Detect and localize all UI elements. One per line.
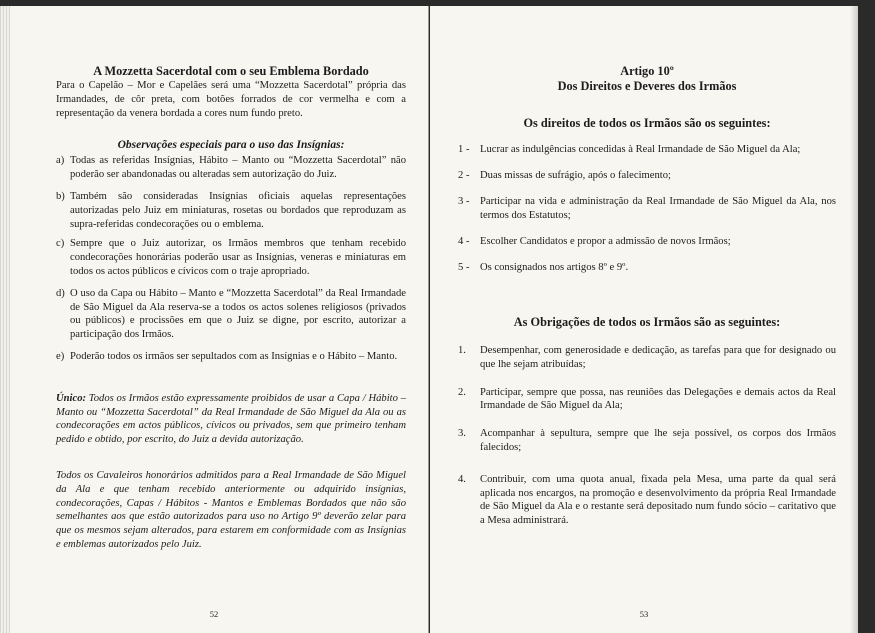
right-item-5 <box>458 261 836 275</box>
right-item-1 <box>458 143 836 157</box>
obligation-text: Participar, sempre que possa, nas reuniões das Delegações e demais actos da Real Irmandade de São Miguel da Ala; <box>480 386 836 412</box>
article-title: Artigo 10º <box>620 64 674 78</box>
observation-marker: d) <box>56 287 65 299</box>
obligation-marker: 1. <box>458 345 466 356</box>
mozzetta-intro: Para o Capelão – Mor e Capelães será uma “Mozzetta Sacerdotal” própria das Irmandades, de côr preta, com botões forrados de cor vermelha e com a representação da venera bordada a cores num fundo preto. <box>56 80 406 119</box>
obligation-marker: 4. <box>458 473 466 485</box>
rights-title: Os direitos de todos os Irmãos são os seguintes: <box>523 116 771 130</box>
observation-marker: e) <box>56 350 65 362</box>
right-item-4 <box>458 235 836 249</box>
right-text: Participar na vida e administração da Real Irmandade de São Miguel da Ala, nos termos dos Estatutos; <box>480 196 836 221</box>
rights-list <box>458 143 836 275</box>
obligations-list <box>458 344 836 528</box>
observation-item-b <box>56 190 406 231</box>
obligation-text: Desempenhar, com generosidade e dedicação, as tarefas para que for designado ou que lhe sejam atribuídas; <box>480 345 836 370</box>
page-number-left: 52 <box>209 609 219 619</box>
observation-item-c <box>56 237 406 278</box>
right-page <box>430 6 858 633</box>
observation-text: Poderão todos os irmãos ser sepultados com as Insígnias e o Hábito – Manto. <box>70 350 398 362</box>
right-item-3 <box>458 195 836 223</box>
obligation-text: Contribuir, com uma quota anual, fixada pela Mesa, uma parte da qual será aplicada nos encargos, na promoção e desenvolvimento da própria Real Irmandade de São Miguel da Ala e o restante será depositado num fundo sócio – caritativo que a Mesa administrará. <box>480 473 836 527</box>
observation-item-d <box>56 287 406 342</box>
right-marker: 5 - <box>458 262 470 273</box>
observation-text: O uso da Capa ou Hábito – Manto e “Mozzetta Sacerdotal” da Real Irmandade de São Miguel da Ala reserva-se a todos os actos solenes religiosos (privados ou públicos) e procissões em que o Juiz se digne, por escrito, autorizar a participação dos Irmãos. <box>70 287 406 341</box>
left-page <box>0 6 429 633</box>
observation-item-a <box>56 154 406 182</box>
observation-text: Todas as referidas Insígnias, Hábito – Manto ou “Mozzetta Sacerdotal” não poderão ser abandonadas ou alteradas sem autorização do Juiz. <box>70 155 406 181</box>
observation-marker: c) <box>56 238 65 250</box>
right-marker: 3 - <box>458 196 470 207</box>
obligation-item-4 <box>458 473 836 528</box>
obligation-marker: 3. <box>458 428 466 440</box>
observation-text: Sempre que o Juiz autorizar, os Irmãos membros que tenham recebido condecorações honorárias poderão usar as Insígnias, veneras e miniaturas em todos os actos públicos e cívicos com o traje apropriado. <box>70 238 406 277</box>
right-text: Escolher Candidatos e propor a admissão de novos Irmãos; <box>480 236 731 247</box>
right-page-content <box>458 64 836 528</box>
observation-item-e <box>56 350 406 364</box>
obligation-marker: 2. <box>458 386 466 398</box>
obligation-item-2 <box>458 386 836 414</box>
page-number-right: 53 <box>639 609 649 619</box>
unico-text: Todos os Irmãos estão expressamente proibidos de usar a Capa / Hábito – Manto ou “Mozzetta Sacerdotal” da Real Irmandade de São Miguel da Ala ou as condecorações em actos públicos, cívicos ou privados, sem que primeiro tenham pedido e obtido, por escrito, do Juiz a devida autorização. <box>56 392 406 446</box>
unico-label: Único: <box>56 392 87 404</box>
obligation-item-3 <box>458 427 836 455</box>
observation-text: Também são consideradas Insígnias oficiais aquelas representações autorizadas pelo Juiz em miniaturas, rosetas ou bordados que reproduzam as supra-referidas condecorações ou o emblema. <box>70 190 406 230</box>
article-subtitle: Dos Direitos e Deveres dos Irmãos <box>557 79 737 93</box>
right-text: Lucrar as indulgências concedidas à Real Irmandade de São Miguel da Ala; <box>480 144 801 155</box>
obligation-item-1 <box>458 344 836 372</box>
mozzetta-heading: A Mozzetta Sacerdotal com o seu Emblema Bordado <box>93 64 369 78</box>
right-marker: 4 - <box>458 236 470 247</box>
right-text: Os consignados nos artigos 8º e 9º. <box>480 262 629 273</box>
observation-marker: a) <box>56 155 65 167</box>
left-page-content <box>56 64 406 552</box>
cavaleiros-paragraph: Todos os Cavaleiros honorários admitidos para a Real Irmandade de São Miguel da Ala e que tenham recebido anteriormente ou adquirido insígnias, condecorações, Capas / Hábitos - Mantos e Emblemas Bordados que não são semelhantes aos que estão autorizados para uso no Artigo 9º deverão zelar para que os mesmos sejam alterados, para estarem em conformidade com as Insígnias e emblemas autorizados pelo Juiz. <box>56 469 406 550</box>
right-text: Duas missas de sufrágio, após o falecimento; <box>480 170 671 181</box>
observations-title: Observações especiais para o uso das Insígnias: <box>117 139 345 152</box>
right-marker: 1 - <box>458 144 470 155</box>
right-item-2 <box>458 169 836 183</box>
right-marker: 2 - <box>458 170 470 181</box>
observation-marker: b) <box>56 190 65 202</box>
obligations-title: As Obrigações de todos os Irmãos são as seguintes: <box>513 315 781 329</box>
unico-paragraph <box>56 392 406 447</box>
obligation-text: Acompanhar à sepultura, sempre que lhe seja possível, os corpos dos Irmãos falecidos; <box>480 428 836 453</box>
